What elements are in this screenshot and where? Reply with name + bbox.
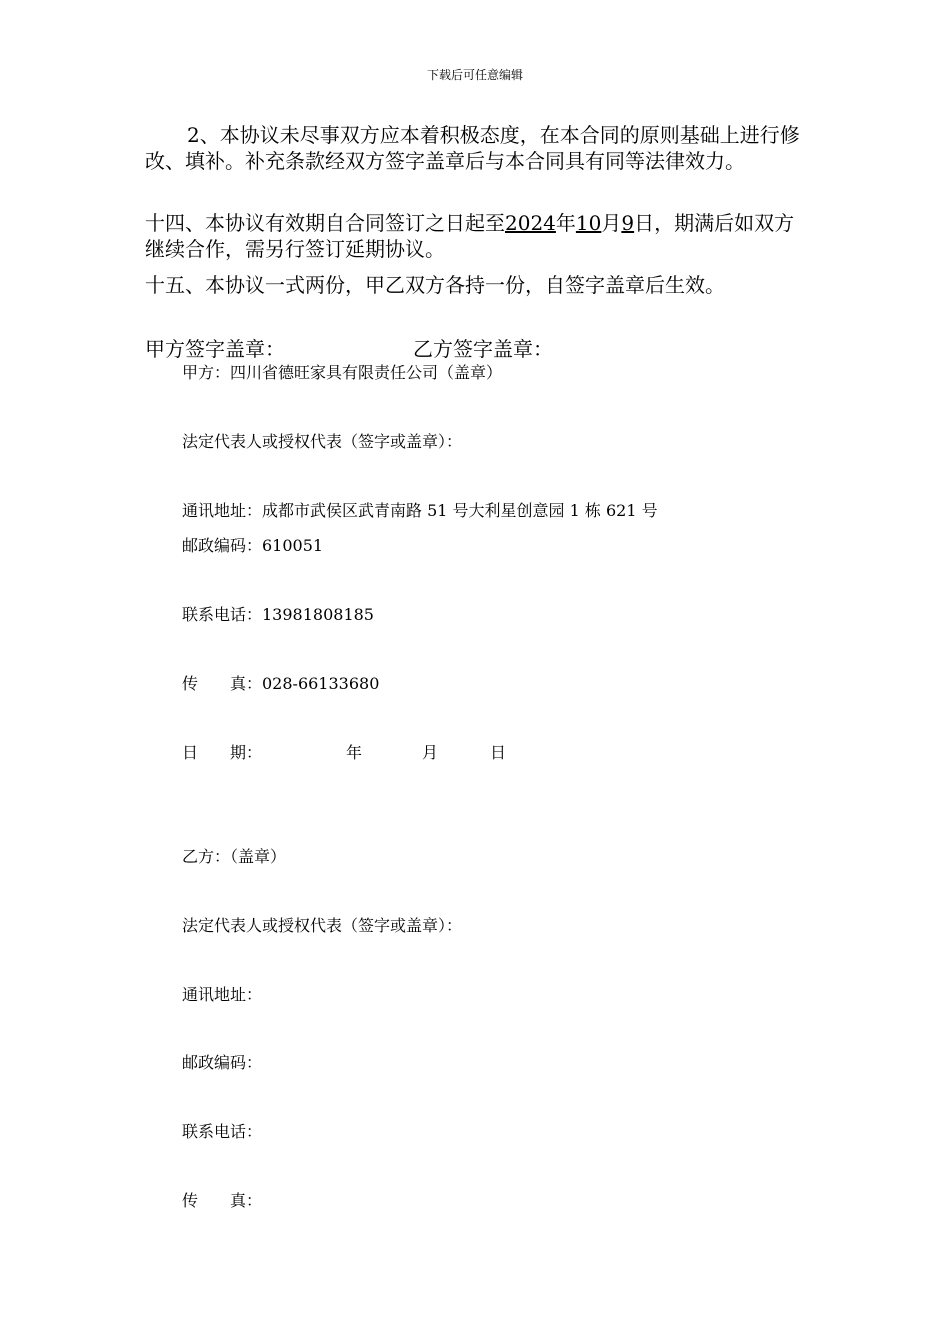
clause-14 xyxy=(145,210,810,262)
clause-15: 十五、本协议一式两份，甲乙双方各持一份，自签字盖章后生效。 xyxy=(145,273,725,297)
party-a-date-month: 月 xyxy=(422,743,439,762)
party-a-signature-label: 甲方签字盖章： xyxy=(145,337,285,361)
party-b-phone: 联系电话： xyxy=(182,1122,263,1141)
party-a-representative: 法定代表人或授权代表（签字或盖章）： xyxy=(182,432,463,451)
party-a-postcode: 邮政编码：610051 xyxy=(182,536,324,555)
party-b-name: 乙方：（盖章） xyxy=(182,847,287,866)
clause-14-year: 2024 xyxy=(505,211,556,235)
clause-14-suffix: 日，期满后如双方继续合作，需另行签订延期协议。 xyxy=(145,211,795,261)
signature-row xyxy=(145,336,553,362)
party-a-name: 甲方：四川省德旺家具有限责任公司（盖章） xyxy=(182,363,503,382)
party-a-date-day: 日 xyxy=(490,743,507,762)
clause-14-month: 10 xyxy=(575,211,602,235)
party-b-fax: 传 真： xyxy=(182,1191,263,1210)
download-note: 下载后可任意编辑 xyxy=(426,68,523,82)
party-b-representative: 法定代表人或授权代表（签字或盖章）： xyxy=(182,916,463,935)
party-b-postcode: 邮政编码： xyxy=(182,1053,263,1072)
clause-14-prefix: 十四、本协议有效期自合同签订之日起至 xyxy=(145,211,505,235)
clause-14-year-unit: 年 xyxy=(555,211,576,235)
clause-14-month-unit: 月 xyxy=(601,211,622,235)
party-a-date-year: 年 xyxy=(346,743,363,762)
clause-2: 2、本协议未尽事双方应本着积极态度，在本合同的原则基础上进行修改、填补。补充条款经双方签字盖章后与本合同具有同等法律效力。 xyxy=(145,123,800,173)
party-a-date-label: 日 期： xyxy=(182,743,263,762)
party-b-signature-label: 乙方签字盖章： xyxy=(413,337,553,361)
party-b-address: 通讯地址： xyxy=(182,985,263,1004)
clause-14-day: 9 xyxy=(621,211,635,235)
party-a-fax: 传 真：028-66133680 xyxy=(182,674,380,693)
party-a-address: 通讯地址：成都市武侯区武青南路 51 号大利星创意园 1 栋 621 号 xyxy=(182,501,658,520)
party-a-date xyxy=(182,742,522,764)
party-a-phone: 联系电话：13981808185 xyxy=(182,605,374,624)
